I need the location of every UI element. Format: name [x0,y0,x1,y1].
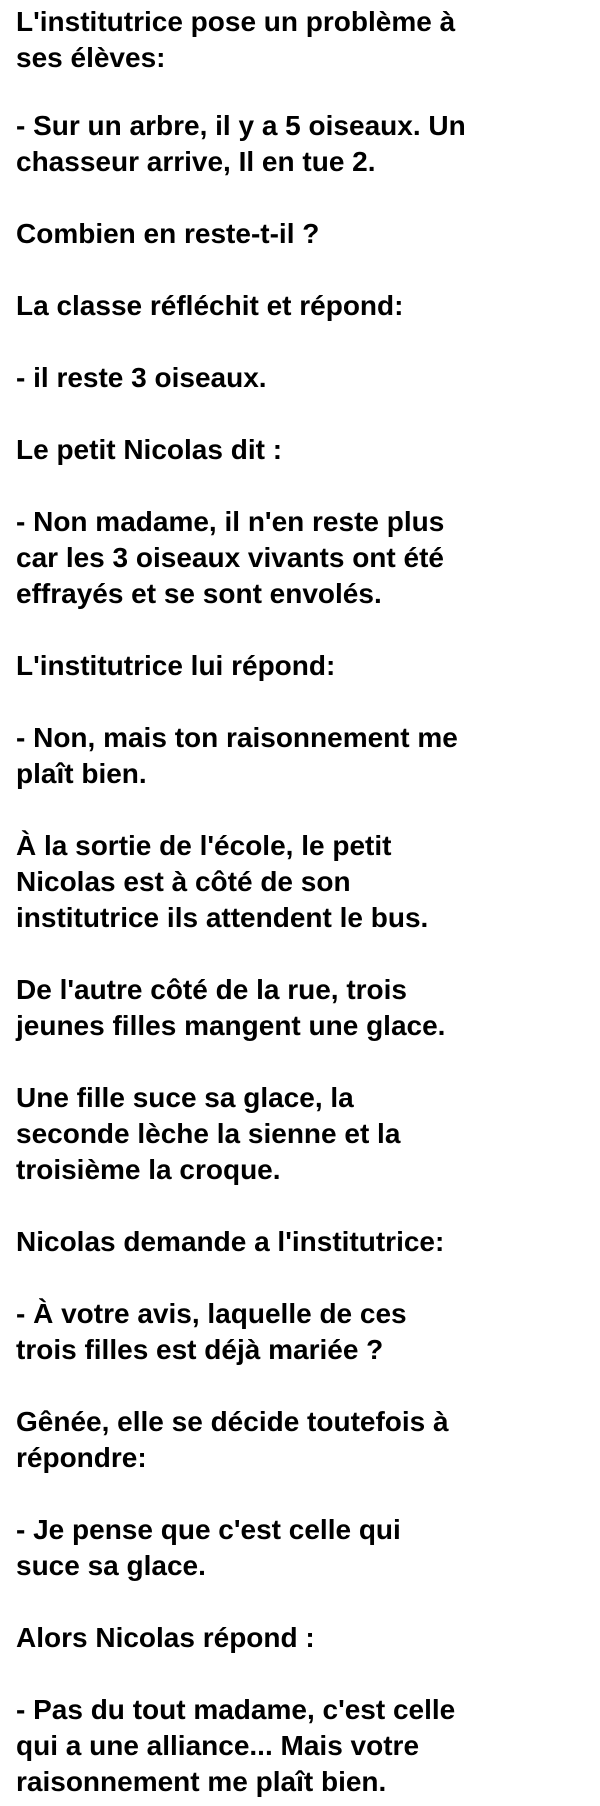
paragraph-12 [16,1080,400,1188]
text-line: trois filles est déjà mariée ? [16,1334,384,1365]
paragraph-11 [16,972,445,1044]
text-line: - Non, mais ton raisonnement me [16,722,458,753]
paragraph-1 [16,4,455,76]
text-line: Nicolas est à côté de son [16,866,351,897]
text-line: - Sur un arbre, il y a 5 oiseaux. Un [16,110,466,141]
text-line: Gênée, elle se décide toutefois à [16,1406,449,1437]
text-line: qui a une alliance... Mais votre [16,1730,420,1761]
paragraph-16 [16,1512,401,1584]
paragraph-7 [16,504,444,612]
paragraph-13 [16,1224,444,1260]
text-line: - Non madame, il n'en reste plus [16,506,445,537]
text-line: raisonnement me plaît bien. [16,1766,387,1797]
paragraph-6 [16,432,282,468]
text-line: À la sortie de l'école, le petit [16,830,392,861]
text-line: Alors Nicolas répond : [16,1622,315,1653]
paragraph-17 [16,1620,315,1656]
paragraph-3 [16,216,319,252]
text-line: répondre: [16,1442,147,1473]
text-line: Nicolas demande a l'institutrice: [16,1226,445,1257]
text-line: effrayés et se sont envolés. [16,578,382,609]
paragraph-2 [16,108,466,180]
text-line: plaît bien. [16,758,147,789]
paragraph-15 [16,1404,449,1476]
text-line: ses élèves: [16,42,166,73]
text-line: La classe réfléchit et répond: [16,290,404,321]
text-line: troisième la croque. [16,1154,281,1185]
paragraph-18 [16,1692,455,1800]
text-line: - À votre avis, laquelle de ces [16,1298,407,1329]
text-line: chasseur arrive, Il en tue 2. [16,146,376,177]
text-line: Le petit Nicolas dit : [16,434,283,465]
text-line: institutrice ils attendent le bus. [16,902,429,933]
text-line: seconde lèche la sienne et la [16,1118,401,1149]
text-line: - Je pense que c'est celle qui [16,1514,401,1545]
text-line: L'institutrice pose un problème à [16,6,456,37]
paragraph-5 [16,360,267,396]
text-line: Combien en reste-t-il ? [16,218,320,249]
text-line: - il reste 3 oiseaux. [16,362,267,393]
paragraph-4 [16,288,403,324]
text-line: - Pas du tout madame, c'est celle [16,1694,456,1725]
text-line: De l'autre côté de la rue, trois [16,974,408,1005]
paragraph-10 [16,828,428,936]
paragraph-8 [16,648,335,684]
paragraph-9 [16,720,458,792]
text-line: Une fille suce sa glace, la [16,1082,354,1113]
text-line: car les 3 oiseaux vivants ont été [16,542,444,573]
text-line: jeunes filles mangent une glace. [16,1010,446,1041]
text-line: L'institutrice lui répond: [16,650,336,681]
text-line: suce sa glace. [16,1550,206,1581]
paragraph-14 [16,1296,407,1368]
